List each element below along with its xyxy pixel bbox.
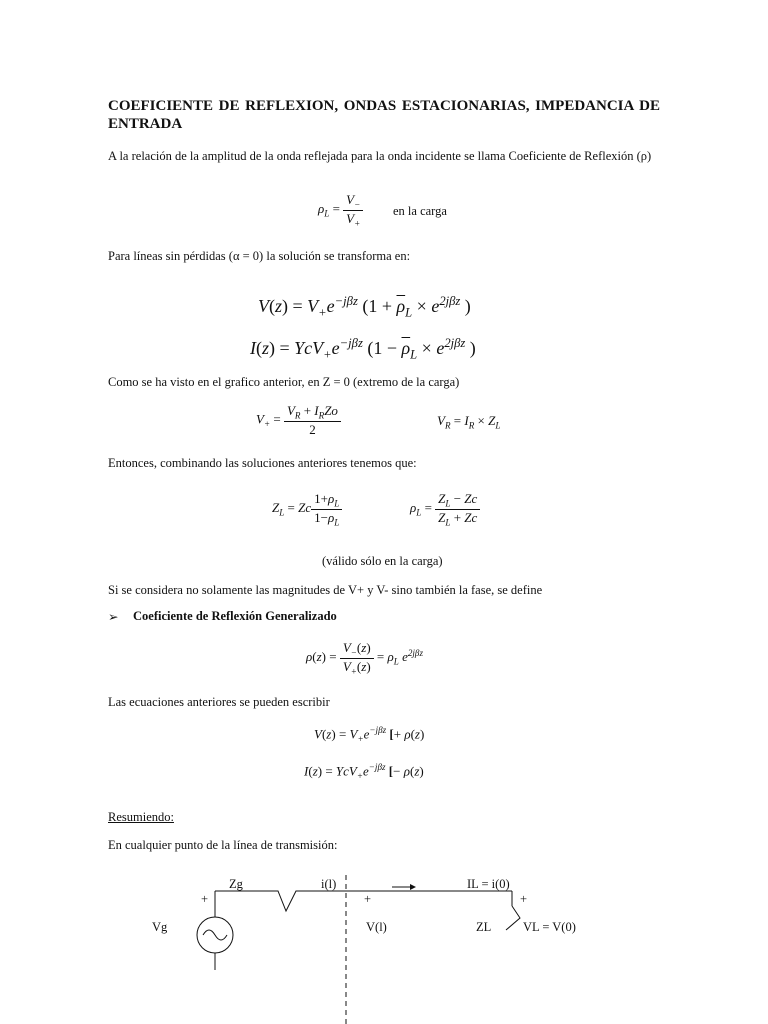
equation-current: $I(z) = YcV_+e^{-j\beta z}$ ($1 - \overline{\rho}_L \times e^{2j\beta z}$ ) xyxy=(250,336,476,362)
label-plus-source: + xyxy=(201,892,209,906)
equation-voltage: $V(z) = V_+e^{-j\beta z}$ ($1 + \overline{\rho}_L \times e^{2j\beta z}$ ) xyxy=(258,294,471,320)
label-voltage-load: VL = V(0) xyxy=(523,920,576,934)
label-voltage-l: V(l) xyxy=(366,920,387,934)
bullet-title: Coeficiente de Reflexión Generalizado xyxy=(133,609,337,623)
resistor-zg xyxy=(268,891,512,911)
label-zg: Zg xyxy=(229,877,243,891)
load-impedance-icon xyxy=(506,906,520,930)
valid-note: (válido sólo en la carga) xyxy=(322,554,443,568)
arrow-bullet-icon: ➢ xyxy=(108,610,119,624)
label-zl: ZL xyxy=(476,920,492,934)
phase-paragraph: Si se considera no solamente las magnitudes de V+ y V- sino también la fase, se define xyxy=(108,583,543,597)
equation-v-r: $V_R = I_R \times Z_L$ xyxy=(437,413,501,431)
summary-heading: Resumiendo: xyxy=(108,810,174,824)
lossless-paragraph: Para líneas sin pérdidas (α = 0) la solución se transforma en: xyxy=(108,249,411,263)
equation-v-plus: $V_+$ = $\frac{V_R + I_RZo}{2}$ xyxy=(256,403,341,438)
current-arrow-head xyxy=(410,884,416,890)
line-paragraph: En cualquier punto de la línea de transmisión: xyxy=(108,838,338,852)
label-current-load: IL = i(0) xyxy=(467,877,510,891)
equation-z-l: $Z_L = Zc$ $\frac{1+\rho_L}{1-\rho_L}$ xyxy=(272,491,342,527)
equation-rho-l-impedance: $\rho_L$ = $\frac{Z_L - Zc}{Z_L + Zc}$ xyxy=(410,491,480,527)
load-paragraph: Como se ha visto en el grafico anterior, en Z = 0 (extremo de la carga) xyxy=(108,375,460,389)
equation-note: en la carga xyxy=(393,204,447,218)
label-plus-load: + xyxy=(520,892,528,906)
sine-wave-icon xyxy=(203,930,227,940)
page-title: COEFICIENTE DE REFLEXION, ONDAS ESTACIONARIAS, IMPEDANCIA DE ENTRADA xyxy=(108,98,660,132)
combining-paragraph: Entonces, combinando las soluciones anteriores tenemos que: xyxy=(108,456,417,470)
equation-current-rewritten: $I(z) = YcV_+e^{-j\beta z}$ [− ρ(z) xyxy=(304,762,424,781)
equation-voltage-rewritten: $V(z) = V_+e^{-j\beta z}$ [+ ρ(z) xyxy=(314,725,425,744)
label-plus-line: + xyxy=(364,892,372,906)
label-vg: Vg xyxy=(152,920,168,934)
intro-paragraph: A la relación de la amplitud de la onda reflejada para la onda incidente se llama Coeficiente de Reflexión (ρ) xyxy=(108,149,652,163)
label-current-l: i(l) xyxy=(321,877,337,891)
rewrite-paragraph: Las ecuaciones anteriores se pueden escribir xyxy=(108,695,330,709)
equation-generalized-rho: ρ(z) = $\frac{V_-(z)}{V_+(z)}$ = $\rho_L$ $e^{2j\beta z}$ xyxy=(306,640,424,677)
equation-rho-L: $\rho_L$ = $\frac{V_-}{V_+}$ xyxy=(318,192,363,228)
